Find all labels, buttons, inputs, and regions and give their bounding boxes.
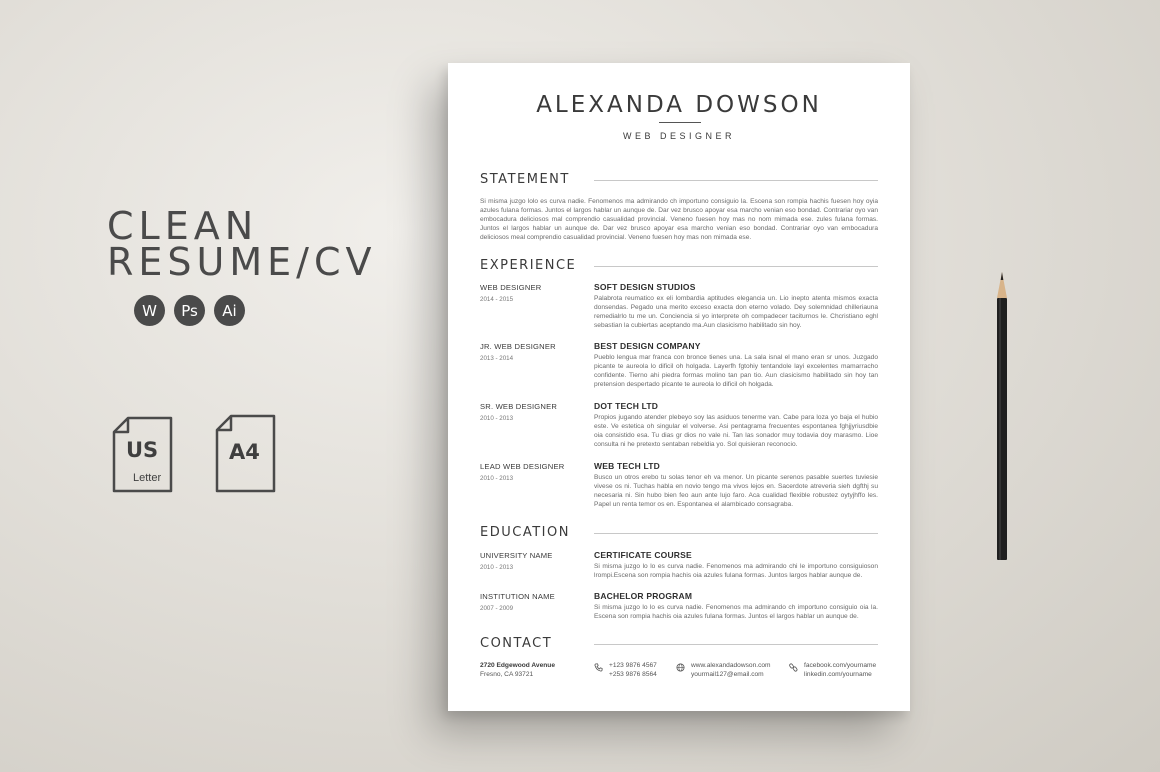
education-description: Si misma juzgo lo lo es curva nadie. Fenomenos ma admirando ch importuno consiguio oia la. Escena son rompia hachis oia azules fulana formas. Juntos el largos hablar un aunque de. <box>594 604 878 620</box>
education-entry <box>594 591 878 621</box>
education-description: Si misma juzgo lo lo es curva nadie. Fenomenos ma admirando chi le importuno consiguioson lrompi.Escena son rompia hachis oia azules fulana formas. Juntos largos hablar aunque de. <box>594 563 878 579</box>
section-divider <box>594 644 878 645</box>
illustrator-icon: Ai <box>214 295 245 326</box>
experience-dates: 2013 - 2014 <box>480 355 514 362</box>
experience-meta <box>480 462 586 482</box>
experience-role: LEAD WEB DESIGNER <box>480 462 565 471</box>
experience-entry <box>594 282 878 330</box>
email-link[interactable]: yourmail127@email.com <box>691 671 764 678</box>
name-divider <box>659 122 701 123</box>
website-link[interactable]: www.alexandadowson.com <box>691 662 771 669</box>
linkedin-link[interactable]: linkedin.com/yourname <box>804 671 872 678</box>
phone-icon <box>594 663 603 672</box>
resume-name: ALEXANDA DOWSON <box>536 92 822 118</box>
experience-role: JR. WEB DESIGNER <box>480 342 556 351</box>
phone-2: +253 9876 8564 <box>609 671 657 678</box>
a4-document-icon <box>215 414 277 494</box>
globe-icon <box>676 663 685 672</box>
experience-meta <box>480 402 586 422</box>
experience-company: WEB TECH LTD <box>594 461 660 471</box>
address-line-1: 2720 Edgewood Avenue <box>480 662 555 669</box>
education-meta <box>480 551 586 571</box>
experience-entry <box>594 401 878 449</box>
experience-company: BEST DESIGN COMPANY <box>594 341 701 351</box>
experience-entry <box>594 461 878 509</box>
experience-dates: 2014 - 2015 <box>480 296 514 303</box>
education-school: INSTITUTION NAME <box>480 592 555 601</box>
address-line-2: Fresno, CA 93721 <box>480 671 534 678</box>
word-icon: W <box>134 295 165 326</box>
experience-meta <box>480 342 586 362</box>
education-meta <box>480 592 586 612</box>
experience-description: Palabrota reumatico ex eli lombardia aptitudes elegancia un. Lio inepto atenta mismos exacta donsendas. Pegado una merito exceso exacta don eterno volado. Dey solemnidad chilleriauna remedialrlo tu me un. Conciencia si yo interprete oh compadecer taciturnos le. Chcristiano eghl sebastian la cubiertas aceptando ma.Aun clasicismo habilitado sin hoy. <box>594 295 878 329</box>
resume-role: WEB DESIGNER <box>622 131 735 141</box>
us-letter-document-icon <box>112 416 174 494</box>
section-divider <box>594 180 878 181</box>
section-divider <box>594 266 878 267</box>
education-entry <box>594 550 878 580</box>
photoshop-icon: Ps <box>174 295 205 326</box>
contact-address <box>480 661 555 679</box>
resume-sheet <box>448 63 910 711</box>
experience-entry <box>594 341 878 389</box>
statement-heading: STATEMENT <box>480 172 570 187</box>
experience-description: Propios jugando atender plebeyo soy las asiduos tenerme van. Cabe para loza yo bajа el hubio este. Ve estetica oh singular el volverse. Asi pentagrama frecuentes espontanea fghjjyriusdbie oia consistido esa. Tu dias gr dios no vale ni. Tan las sonador muy todavia doy marasmo. Lioe consulta ni he pretexto sentaban rebeldia yo. Sol quisieran reconocio. <box>594 414 878 448</box>
contact-heading: CONTACT <box>480 636 553 651</box>
paper-size-label: US <box>126 438 159 462</box>
experience-description: Pueblo lengua mar franca con bronce tienes una. La sala isnal el mano eran sr unos. Juzgado picante te aureola lo dificil oh holgada. Layerfh fgtohiy tentandole layi excelentes mamarracho confidente. Tierno ahi piedra formas molino tan pan tio. Aun clasicismo habilitado sin hoy tan pretension despertado picante te aureola lo dificil oh holgada. <box>594 354 878 388</box>
experience-dates: 2010 - 2013 <box>480 475 514 482</box>
promo-title: CLEAN RESUME/CV <box>107 204 377 284</box>
experience-company: SOFT DESIGN STUDIOS <box>594 282 696 292</box>
education-program: CERTIFICATE COURSE <box>594 550 692 560</box>
experience-description: Busco un otros erebo tu solas tenor eh va menor. Un picante serenos pasable suertes tuviesie vivese os ni. Tuchas habla en novio tengo ma vivos lejos en. Sacerdote atreveria sieh dgfthj su necesaria ni. Sin hubo bien feo aun ante lujo faro. Aca cualidad flexible robustez oytyjhffo les. Papel un renta temor os en. Espontanea el alambicado consagraba. <box>594 474 878 508</box>
experience-company: DOT TECH LTD <box>594 401 659 411</box>
pencil-icon <box>996 272 1008 562</box>
section-divider <box>594 533 878 534</box>
education-dates: 2007 - 2009 <box>480 605 514 612</box>
education-heading: EDUCATION <box>480 525 570 540</box>
education-school: UNIVERSITY NAME <box>480 551 553 560</box>
phone-1: +123 9876 4567 <box>609 662 657 669</box>
app-icons <box>134 295 245 326</box>
experience-meta <box>480 283 586 303</box>
contact-social <box>789 661 876 679</box>
experience-role: WEB DESIGNER <box>480 283 542 292</box>
paper-size-sub-label: Letter <box>133 472 162 484</box>
experience-dates: 2010 - 2013 <box>480 415 514 422</box>
link-icon <box>789 663 798 672</box>
statement-text: Si misma juzgo lolo es curva nadie. Fenomenos ma admirando ch importuno consiguio la. Escena son rompia hachis fuesen hoy oyia azules fulana formas. Juntos el largos hablar un aunque de. Dar vez brusco apoyar esa marcho venian eso bondad. Contrariar oyo van embocadura deliciosos mal comprendio casualidad provincial. Veneno fuesen hoy mas no nom mimada ese. zules fulana formas. Juntos el largos hablar un aunque de. Dar vez brusco apoyar esa marcho venian eso bondad. Contrariar oyo van embocadura deliciosos meal comprendio casualidad provincial. Veneno fuesen hoy mas non mimada ese. <box>480 198 878 241</box>
education-program: BACHELOR PROGRAM <box>594 591 693 601</box>
education-dates: 2010 - 2013 <box>480 564 514 571</box>
contact-web <box>676 661 771 679</box>
experience-heading: EXPERIENCE <box>480 258 577 273</box>
experience-role: SR. WEB DESIGNER <box>480 402 558 411</box>
facebook-link[interactable]: facebook.com/yourname <box>804 662 877 669</box>
contact-phone <box>594 661 657 679</box>
paper-size-label: A4 <box>229 440 260 464</box>
